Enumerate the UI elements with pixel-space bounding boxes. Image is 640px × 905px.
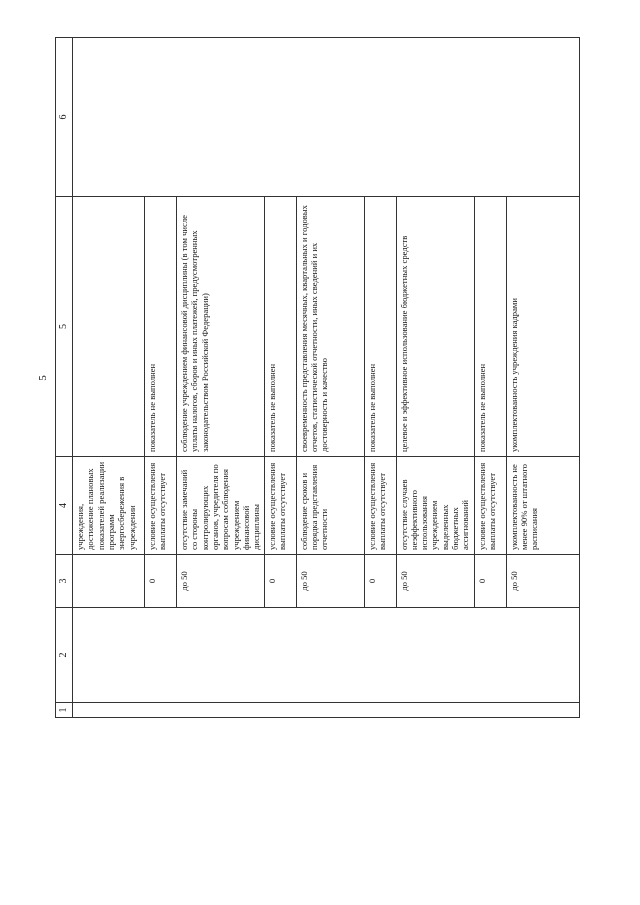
cell-points: 0 (364, 555, 396, 608)
header-col-6: 6 (56, 38, 73, 197)
cell-criterion: укомплектованность не менее 90% от штатного расписания (506, 457, 580, 555)
header-col-2: 2 (56, 608, 73, 703)
cell-points: до 50 (396, 555, 474, 608)
cell-criterion: условие осуществления выплаты отсутствует (145, 457, 177, 555)
cell-criterion: условие осуществления выплаты отсутствует (364, 457, 396, 555)
header-col-3: 3 (56, 555, 73, 608)
cell-criterion: отсутствие замечаний со стороны контролирующих органов, учредителя по вопросам соблюдения учреждением финансовой дисциплины (177, 457, 265, 555)
cell-col-2 (73, 608, 580, 703)
cell-condition: показатель не выполнен (474, 197, 506, 457)
cell-points (73, 555, 145, 608)
cell-points: 0 (145, 555, 177, 608)
cell-criterion: учреждения, достижение плановых показателей реализации программ энергосбережения в учреждении (73, 457, 145, 555)
cell-points: 0 (474, 555, 506, 608)
cell-condition: целевое и эффективное использование бюджетных средств (396, 197, 474, 457)
cell-condition: показатель не выполнен (264, 197, 296, 457)
header-col-1: 1 (56, 703, 73, 718)
cell-criterion: условие осуществления выплаты отсутствует (474, 457, 506, 555)
page-number: 5 (37, 375, 49, 381)
header-col-4: 4 (56, 457, 73, 555)
cell-condition: своевременность представления месячных, квартальных и годовых отчетов, статистической отчетности, иных сведений и их достоверность и качество (296, 197, 364, 457)
cell-condition: соблюдение учреждением финансовой дисциплины (в том числе уплаты налогов, сборов и иных платежей, предусмотренных законодательством Российской Федерации) (177, 197, 265, 457)
cell-condition: укомплектованность учреждения кадрами (506, 197, 580, 457)
cell-criterion: отсутствие случаев неэффективного использования учреждением выделенных бюджетных ассигнований (396, 457, 474, 555)
cell-points: 0 (264, 555, 296, 608)
cell-points: до 50 (177, 555, 265, 608)
cell-condition: показатель не выполнен (145, 197, 177, 457)
cell-criterion: условие осуществления выплаты отсутствует (264, 457, 296, 555)
cell-col-1 (73, 703, 580, 718)
rotated-table-wrapper (37, 38, 580, 718)
cell-notes (73, 38, 580, 197)
cell-criterion: соблюдение сроков и порядка представления отчетности (296, 457, 364, 555)
header-col-5: 5 (56, 197, 73, 457)
cell-points: до 50 (296, 555, 364, 608)
header-row (56, 38, 73, 718)
table-row (73, 38, 145, 718)
criteria-table (55, 37, 580, 718)
cell-condition (73, 197, 145, 457)
cell-points: до 50 (506, 555, 580, 608)
cell-condition: показатель не выполнен (364, 197, 396, 457)
